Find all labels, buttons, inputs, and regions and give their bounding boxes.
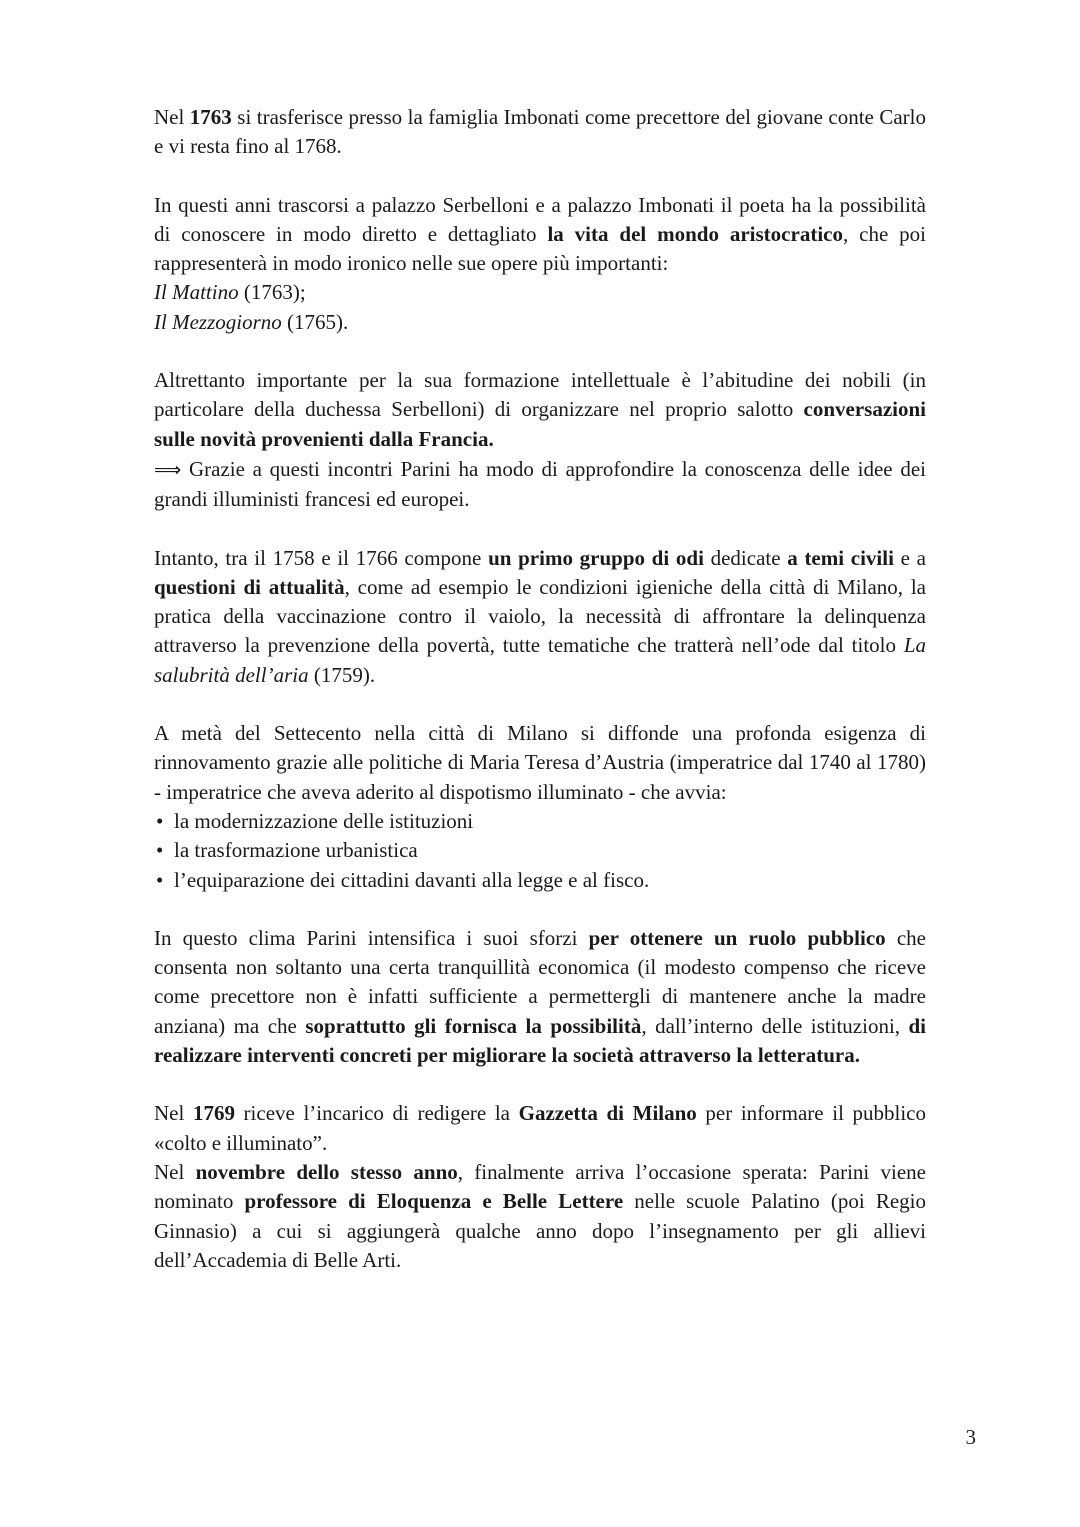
text: Altrettanto importante per la sua formazione intellettuale è l’abitudine dei nobili (in particolare della duchessa Serbelloni) di organizzare nel proprio salotto [154,368,926,422]
text: In questi anni trascorsi a palazzo Serbelloni e a palazzo Imbonati il poeta ha la possibilità di conoscere in modo diretto e dettagliato [154,192,926,246]
text: , che poi rappresenterà in modo ironico nelle sue opere più importanti: [154,221,926,276]
paragraph-aristocratic-life [154,191,926,279]
work-year: (1763); [238,280,306,305]
text: , dall’interno delle istituzioni, [641,1013,909,1038]
text: (1759). [308,662,376,687]
paragraph-gazzetta [154,1099,926,1158]
bold-phrase: conversazioni sulle novità provenienti dalla Francia. [154,397,926,451]
bold-phrase: Gazzetta di Milano [518,1101,697,1126]
text: per informare il pubblico «colto e illuminato”. [154,1101,926,1155]
paragraph-conversations [154,366,926,454]
bullet-icon: • [156,867,164,892]
paragraph-public-role [154,924,926,1070]
bullet-icon: • [156,808,164,833]
paragraph-imbonati [154,103,926,162]
page-body [154,103,926,1275]
bold-phrase: un primo gruppo di odi [488,545,704,570]
text: nelle scuole Palatino (poi Regio Ginnasio) a cui si aggiungerà qualche anno dopo l’insegnamento per gli allievi dell’Accademia di Belle Arti. [154,1189,926,1272]
work-il-mattino [154,278,926,307]
list-item-text: la modernizzazione delle istituzioni [174,808,474,833]
page-number: 3 [965,1425,976,1449]
bold-phrase: a temi civili [787,545,894,570]
implies-arrow-icon: ⟹ [154,458,182,481]
bold-phrase: per ottenere un ruolo pubblico [588,925,886,950]
text: riceve l’incarico di redigere la [234,1101,519,1126]
bold-phrase: questioni di attualità [154,574,345,599]
bold-phrase: di realizzare interventi concreti per migliorare la società attraverso la letteratura. [154,1013,927,1068]
list-item [154,807,926,836]
bold-year: 1769 [192,1101,235,1126]
paragraph-maria-teresa [154,719,926,807]
paragraph-professor [154,1158,926,1275]
work-year: (1765). [281,309,349,334]
bold-phrase: professore di Eloquenza e Belle Lettere [244,1189,624,1214]
reform-list [154,807,926,895]
bold-phrase: soprattutto gli fornisca la possibilità [305,1013,642,1038]
text: Grazie a questi incontri Parini ha modo di approfondire la conoscenza delle idee dei grandi illuministi francesi ed europei. [154,456,926,512]
text: Nel [154,1159,196,1184]
paragraph-arrow-consequence [154,455,926,515]
paragraph-odes [154,544,926,690]
text: Nel [154,1101,193,1126]
work-title: Il Mezzogiorno [154,309,282,334]
italic-title: La salubrità dell’aria [154,633,926,687]
text: , come ad esempio le condizioni igieniche della città di Milano, la pratica della vaccinazione contro il vaiolo, la necessità di affrontare la delinquenza attraverso la prevenzione della povertà, tutte tematiche che tratterà nell’ode dal titolo [154,574,926,658]
text: che consenta non soltanto una certa tranquillità economica (il modesto compenso che riceve come precettore non è infatti sufficiente a permettergli di mantenere anche la madre anziana) ma che [154,925,926,1038]
text: A metà del Settecento nella città di Milano si diffonde una profonda esigenza di rinnovamento grazie alle politiche di Maria Teresa d’Austria (imperatrice dal 1740 al 1780) - imperatrice che aveva aderito al dispotismo illuminato - che avvia: [154,721,926,804]
text: , finalmente arriva l’occasione sperata: Parini viene nominato [154,1159,926,1214]
list-item-text: l’equiparazione dei cittadini davanti alla legge e al fisco. [174,867,650,892]
work-il-mezzogiorno [154,308,926,337]
list-item [154,866,926,895]
bullet-icon: • [156,838,164,863]
text: In questo clima Parini intensifica i suoi sforzi [154,925,589,950]
list-item [154,836,926,865]
text: Intanto, tra il 1758 e il 1766 compone [154,545,489,570]
text: dedicate [703,545,788,570]
text: e a [893,545,926,570]
work-title: Il Mattino [154,280,239,305]
list-item-text: la trasformazione urbanistica [174,838,418,863]
text: Nel [154,105,190,129]
text: si trasferisce presso la famiglia Imbonati come precettore del giovane conte Carlo e vi resta fino al 1768. [154,105,926,159]
bold-year: 1763 [189,105,232,129]
bold-phrase: la vita del mondo aristocratico [547,221,843,246]
bold-phrase: novembre dello stesso anno [195,1159,458,1184]
